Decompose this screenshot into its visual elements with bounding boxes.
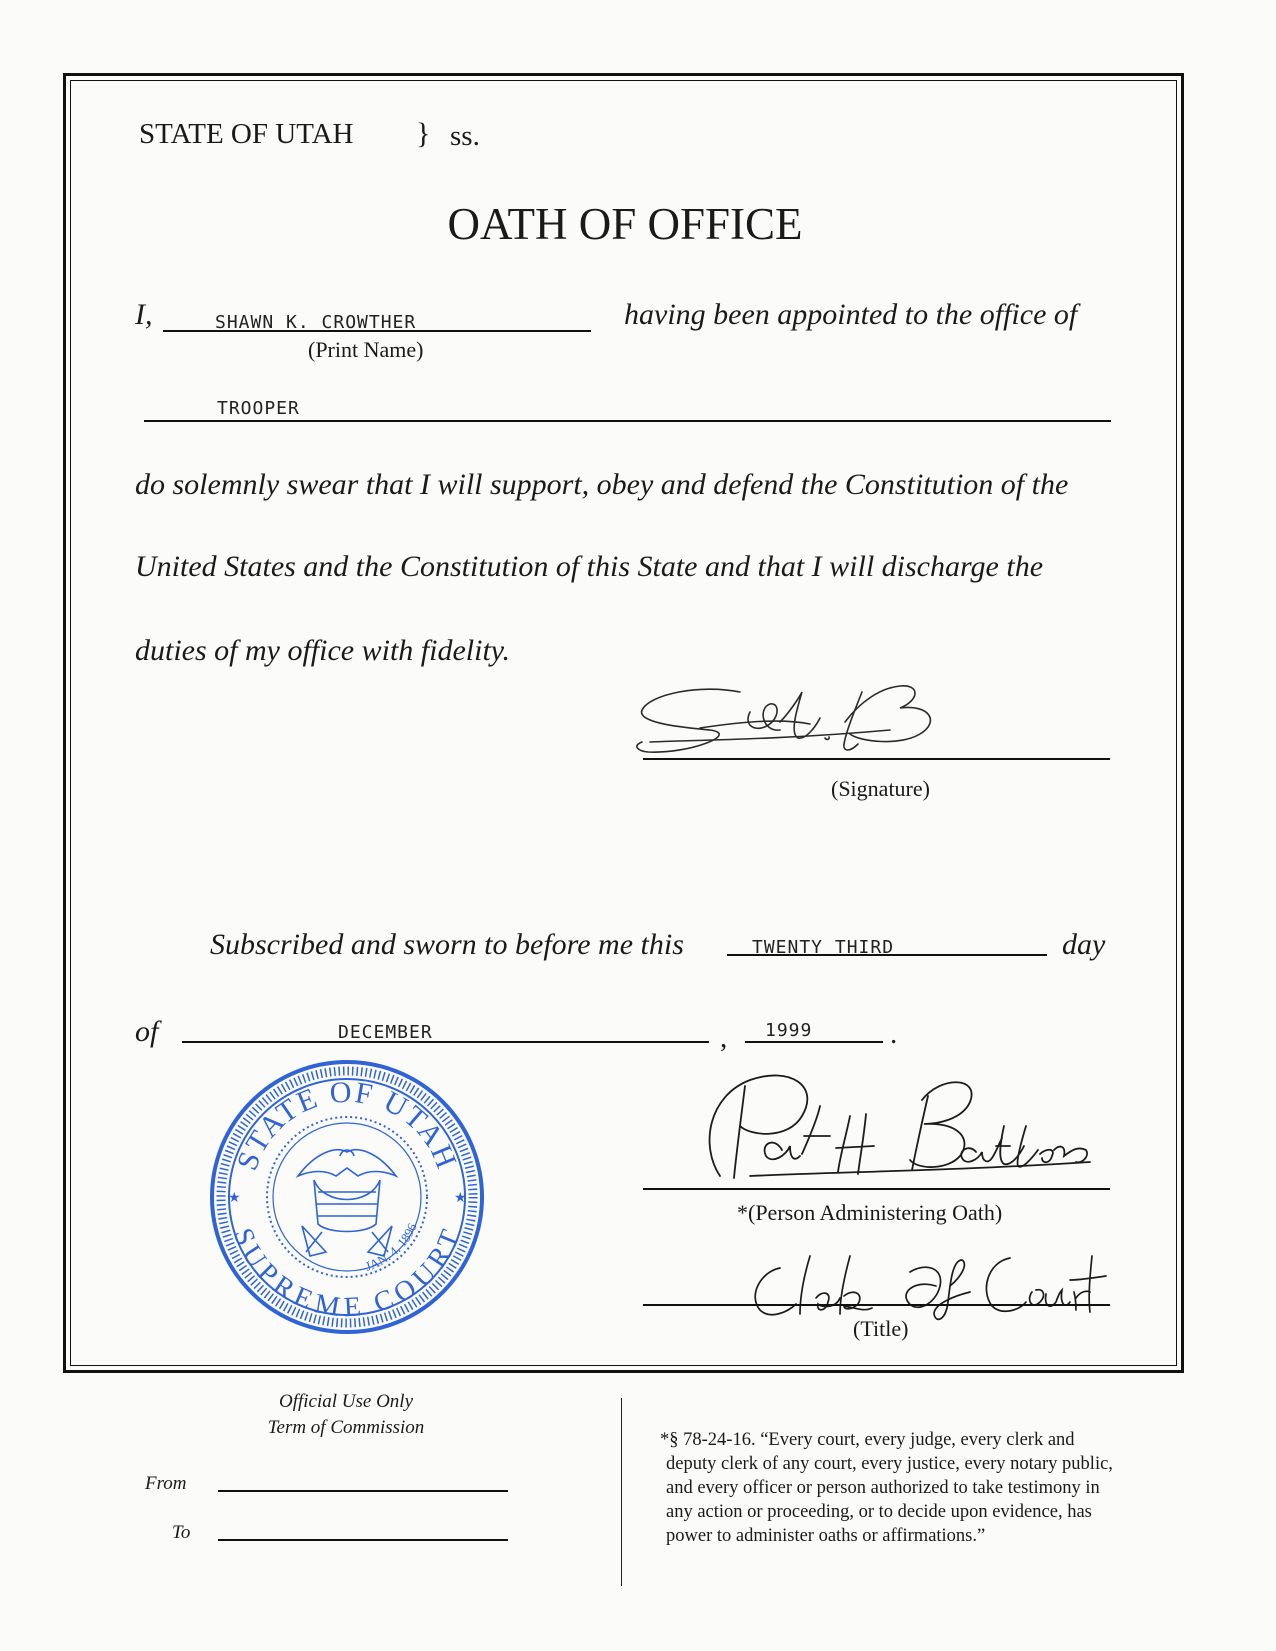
from-line xyxy=(218,1490,508,1492)
signature-line xyxy=(643,758,1110,760)
year-value: 1999 xyxy=(765,1020,813,1041)
supreme-court-seal xyxy=(206,1056,488,1338)
venue-state: STATE OF UTAH xyxy=(139,118,354,150)
term-of-commission-heading: Term of Commission xyxy=(267,1417,425,1438)
day-line xyxy=(727,954,1047,956)
month-line xyxy=(182,1041,709,1043)
to-label: To xyxy=(172,1522,191,1543)
appointed-text: having been appointed to the office of xyxy=(624,298,1078,331)
print-name-caption: (Print Name) xyxy=(308,337,424,362)
oath-paragraph-line2: United States and the Constitution of this State and that I will discharge the xyxy=(135,550,1044,583)
day-value: TWENTY THIRD xyxy=(752,937,895,958)
administrator-signature xyxy=(690,1066,1110,1188)
bottom-divider xyxy=(621,1398,622,1586)
title-handwritten xyxy=(740,1246,1110,1322)
svg-text:SUPREME COURT: SUPREME COURT xyxy=(226,1224,468,1324)
sworn-intro: Subscribed and sworn to before me this xyxy=(210,928,684,961)
page-title: OATH OF OFFICE xyxy=(447,199,803,249)
month-value: DECEMBER xyxy=(338,1022,433,1043)
office-value: TROOPER xyxy=(217,398,300,419)
administrator-line xyxy=(643,1188,1110,1190)
statute-line4: any action or proceeding, or to decide upon evidence, has xyxy=(666,1502,1092,1522)
svg-text:STATE OF UTAH: STATE OF UTAH xyxy=(230,1075,464,1175)
administrator-caption: *(Person Administering Oath) xyxy=(737,1200,1003,1225)
statute-line5: power to administer oaths or affirmations.” xyxy=(666,1526,986,1546)
oath-paragraph-line1: do solemnly swear that I will support, obey and defend the Constitution of the xyxy=(135,468,1069,501)
statute-line2: deputy clerk of any court, every justice, every notary public, xyxy=(666,1454,1113,1474)
oath-signature xyxy=(630,682,960,780)
from-label: From xyxy=(145,1473,187,1494)
date-comma: , xyxy=(720,1022,728,1054)
svg-text:★: ★ xyxy=(228,1190,241,1206)
svg-text:JAN. 4. 1896: JAN. 4. 1896 xyxy=(363,1220,420,1274)
year-line xyxy=(745,1041,883,1043)
official-use-heading: Official Use Only xyxy=(278,1391,414,1412)
svg-text:★: ★ xyxy=(454,1190,467,1206)
venue-brace: } xyxy=(416,117,431,150)
date-period: . xyxy=(890,1018,898,1050)
title-caption: (Title) xyxy=(853,1316,909,1341)
statute-line1: *§ 78-24-16. “Every court, every judge, every clerk and xyxy=(660,1430,1075,1450)
to-line xyxy=(218,1539,508,1541)
statute-line3: and every officer or person authorized to take testimony in xyxy=(666,1478,1100,1498)
office-line xyxy=(144,420,1111,422)
signature-caption: (Signature) xyxy=(831,776,930,801)
venue-ss: ss. xyxy=(450,120,480,152)
oath-paragraph-line3: duties of my office with fidelity. xyxy=(135,634,510,667)
oath-i: I, xyxy=(135,298,153,331)
of-word: of xyxy=(135,1015,159,1048)
print-name-line xyxy=(163,330,591,332)
print-name-value: SHAWN K. CROWTHER xyxy=(215,312,417,333)
title-line xyxy=(643,1304,1110,1306)
day-word: day xyxy=(1062,928,1106,961)
